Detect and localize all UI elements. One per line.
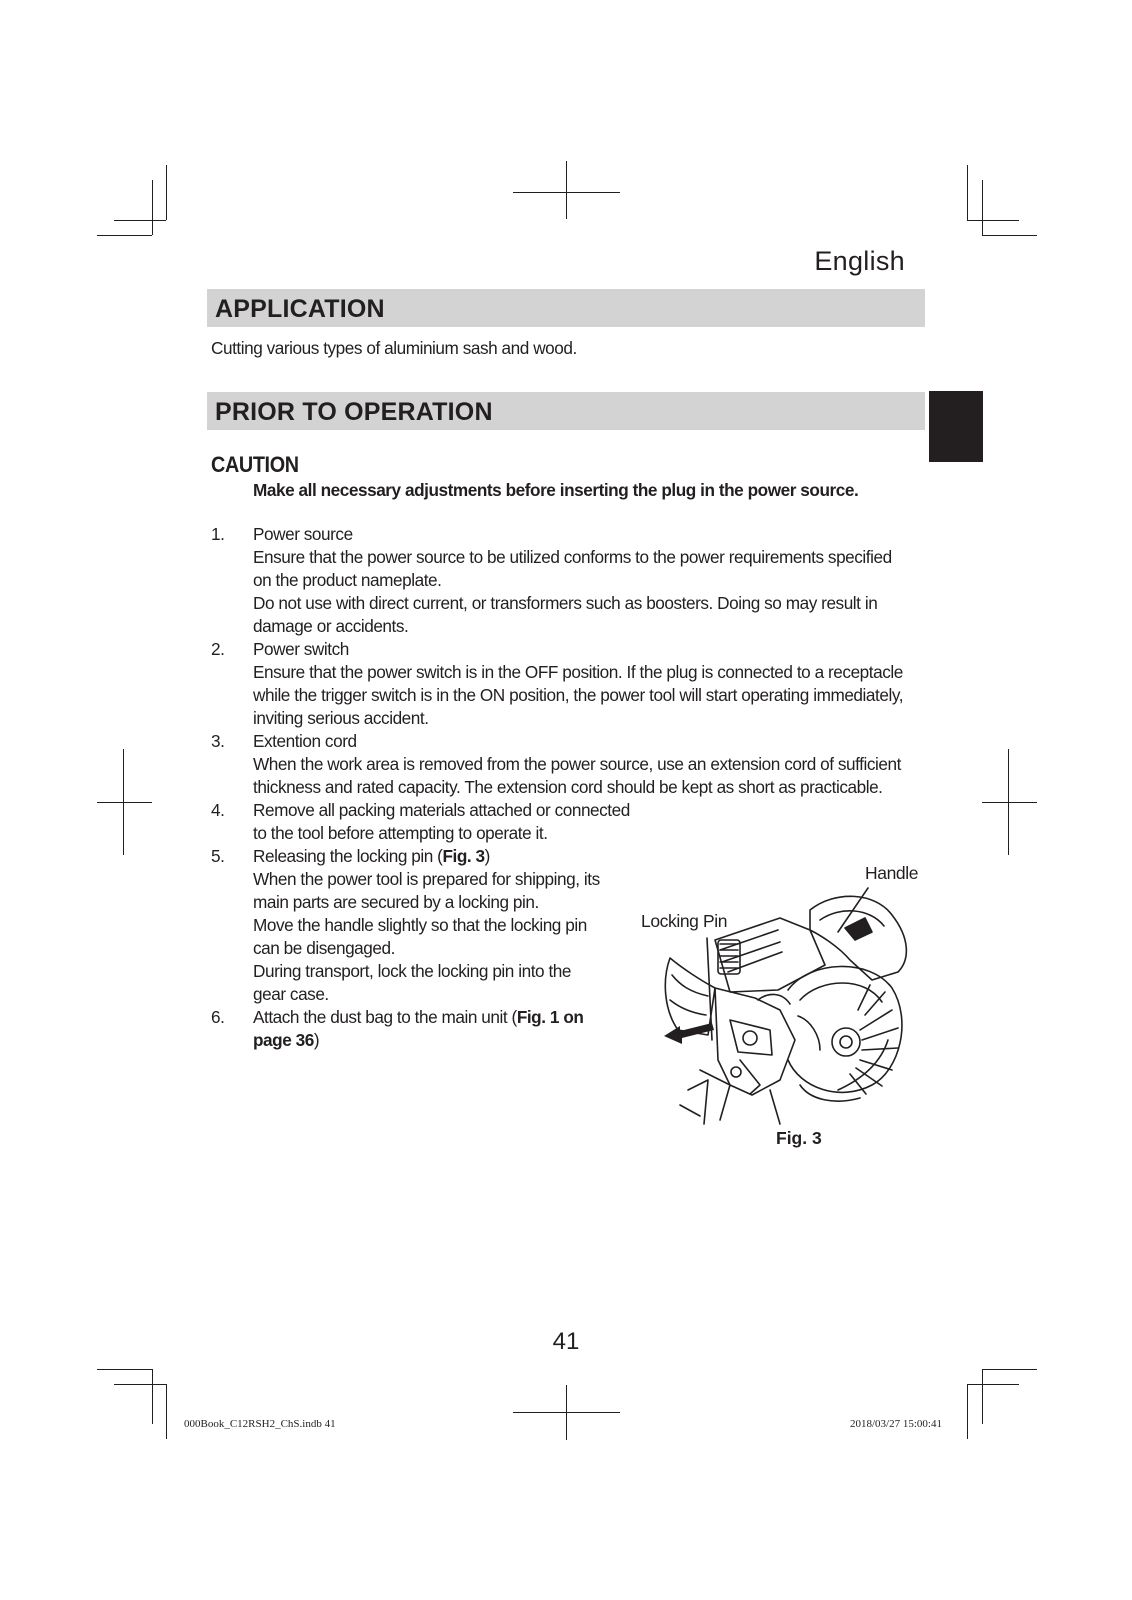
list-item-line: Move the handle slightly so that the locking pin <box>253 915 587 935</box>
fig-reference: Fig. 3 <box>442 846 485 866</box>
list-item-line: gear case. <box>253 984 329 1004</box>
list-item-power-switch <box>211 638 931 730</box>
list-item-extension-cord <box>211 730 931 799</box>
list-number: 1. <box>211 524 225 544</box>
list-item-power-source <box>211 523 931 638</box>
list-number: 6. <box>211 1007 225 1027</box>
application-heading: APPLICATION <box>207 289 925 327</box>
locking-pin-label: Locking Pin <box>641 911 728 931</box>
list-item-packing-materials <box>211 799 931 845</box>
caution-text: Make all necessary adjustments before inserting the plug in the power source. <box>253 480 859 500</box>
fig-reference: Fig. 1 on <box>516 1007 584 1027</box>
caution-heading: CAUTION <box>211 452 299 477</box>
list-number: 3. <box>211 731 225 751</box>
list-item-line: When the power tool is prepared for shipping, its <box>253 869 600 889</box>
list-item-line: When the work area is removed from the power source, use an extension cord of sufficient <box>253 754 901 774</box>
list-number: 5. <box>211 846 225 866</box>
list-item-line: can be disengaged. <box>253 938 395 958</box>
list-number: 4. <box>211 800 225 820</box>
list-item-line: inviting serious accident. <box>253 708 429 728</box>
list-item-title: Attach the dust bag to the main unit (Fig. 1 on <box>253 1007 584 1027</box>
prior-heading: PRIOR TO OPERATION <box>207 392 925 430</box>
list-item-line: thickness and rated capacity. The extension cord should be kept as short as practicable. <box>253 777 883 797</box>
list-number: 2. <box>211 639 225 659</box>
list-item-line: to the tool before attempting to operate it. <box>253 823 548 843</box>
list-item-title: Remove all packing materials attached or connected <box>253 800 630 820</box>
handle-label: Handle <box>865 863 919 883</box>
list-item-title: Power switch <box>253 639 349 659</box>
list-item-title: Releasing the locking pin (Fig. 3) <box>253 846 490 866</box>
print-timestamp: 2018/03/27 15:00:41 <box>850 1418 942 1430</box>
list-item-title: Extention cord <box>253 731 357 751</box>
list-item-line: During transport, lock the locking pin into the <box>253 961 572 981</box>
figure-caption: Fig. 3 <box>776 1128 822 1148</box>
language-label: English <box>814 246 905 276</box>
list-item-line: damage or accidents. <box>253 616 409 636</box>
list-item-line: page 36) <box>253 1030 320 1050</box>
page-number: 41 <box>552 1328 580 1355</box>
list-item-line: Ensure that the power switch is in the OFF position. If the plug is connected to a receptacle <box>253 662 903 682</box>
list-item-line: on the product nameplate. <box>253 570 442 590</box>
miter-saw-illustration <box>660 880 930 1125</box>
file-slug: 000Book_C12RSH2_ChS.indb 41 <box>184 1418 336 1430</box>
list-item-line: while the trigger switch is in the ON position, the power tool will start operating immediately, <box>253 685 904 705</box>
application-text: Cutting various types of aluminium sash and wood. <box>211 338 577 358</box>
list-item-line: Do not use with direct current, or transformers such as boosters. Doing so may result in <box>253 593 878 613</box>
list-item-line: Ensure that the power source to be utilized conforms to the power requirements specified <box>253 547 892 567</box>
thumb-index-tab <box>929 391 983 462</box>
list-item-title: Power source <box>253 524 353 544</box>
list-item-line: main parts are secured by a locking pin. <box>253 892 539 912</box>
